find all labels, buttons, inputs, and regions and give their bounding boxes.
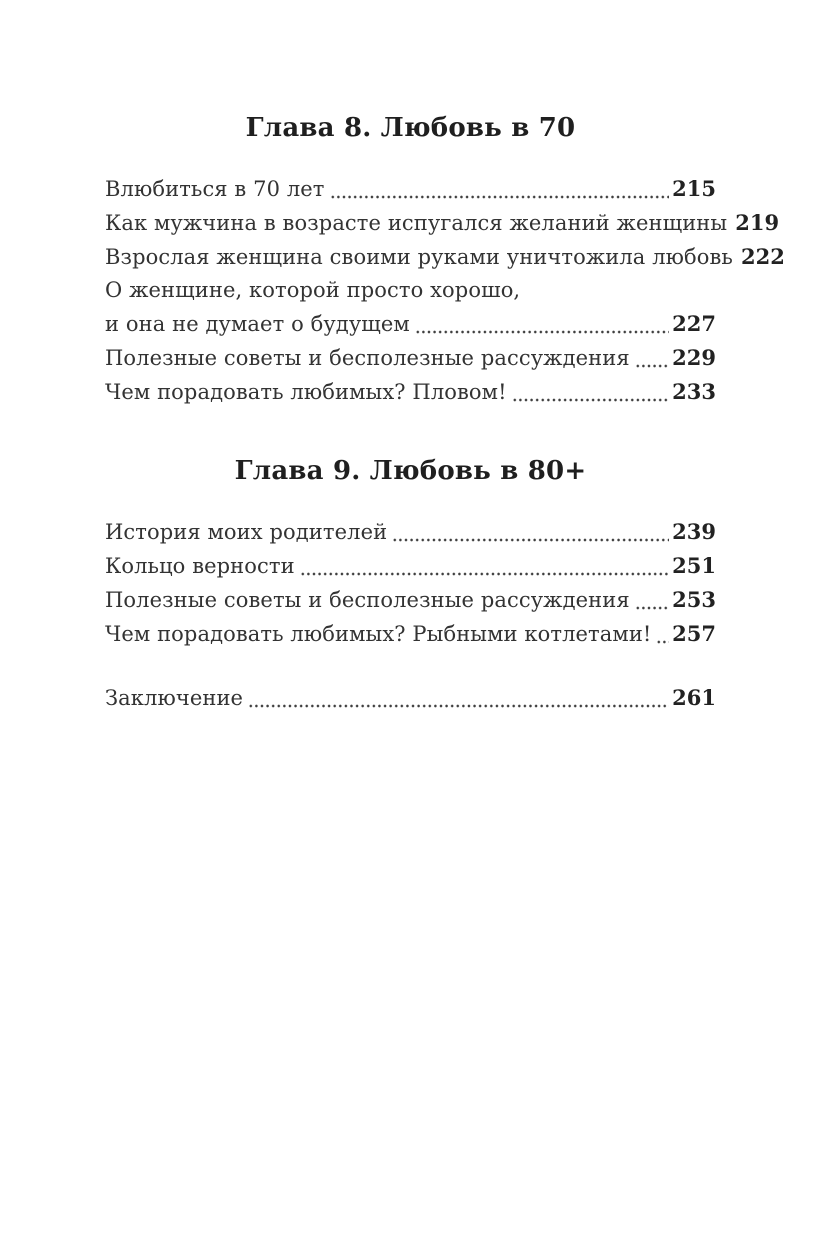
toc-entry-title: История моих родителей	[105, 520, 388, 544]
toc-section	[105, 112, 785, 409]
toc-entry	[105, 549, 716, 583]
toc-entry-conclusion	[105, 681, 716, 715]
toc-entry-title: Полезные советы и бесполезные рассуждения	[105, 588, 630, 612]
toc-entry-line	[105, 515, 716, 549]
page-number: 222	[740, 244, 785, 269]
toc-entry-line	[105, 206, 780, 240]
dotted-leader	[300, 571, 669, 577]
dotted-leader	[656, 639, 669, 645]
toc-entry-line	[105, 307, 716, 341]
toc-entry-title: Чем порадовать любимых? Рыбными котлетами!	[105, 622, 652, 646]
toc-entry	[105, 240, 785, 274]
page-number: 257	[672, 621, 716, 646]
toc-entry	[105, 617, 716, 651]
toc-entry-title: Влюбиться в 70 лет	[105, 177, 325, 201]
toc-section	[105, 455, 716, 651]
dotted-leader	[635, 363, 669, 369]
toc-entry-line	[105, 240, 785, 274]
dotted-leader	[635, 605, 669, 611]
page-number: 239	[672, 519, 716, 544]
toc-entry-line	[105, 274, 716, 307]
section-entries	[105, 515, 716, 651]
page-number: 233	[672, 379, 716, 404]
toc-entry-line	[105, 583, 716, 617]
toc-entry-line	[105, 341, 716, 375]
toc-entry-title: Взрослая женщина своими руками уничтожила любовь	[105, 245, 733, 269]
page-number: 227	[672, 311, 716, 336]
toc-entry-title: и она не думает о будущем	[105, 312, 410, 336]
toc-entry-title: Заключение	[105, 686, 244, 710]
dotted-leader	[248, 703, 669, 709]
page-number: 261	[672, 685, 716, 710]
toc-entry-line	[105, 375, 716, 409]
toc-entry-title: Кольцо верности	[105, 554, 295, 578]
chapter-heading: Глава 8. Любовь в 70	[245, 113, 576, 143]
toc-entry-title: Чем порадовать любимых? Пловом!	[105, 380, 507, 404]
dotted-leader	[392, 537, 669, 543]
toc-entry-line	[105, 617, 716, 651]
toc-entry-line	[105, 172, 716, 206]
chapter-heading: Глава 9. Любовь в 80+	[234, 456, 587, 486]
dotted-leader	[330, 194, 670, 200]
toc-entry	[105, 341, 716, 375]
toc-entry	[105, 274, 716, 341]
toc-entry	[105, 515, 716, 549]
dotted-leader	[415, 329, 669, 335]
page-number: 219	[735, 210, 780, 235]
toc-entry	[105, 172, 716, 206]
section-entries	[105, 172, 785, 409]
toc-entry-line	[105, 681, 716, 715]
dotted-leader	[512, 397, 670, 403]
page-number: 253	[672, 587, 716, 612]
toc-entry-title: О женщине, которой просто хорошо,	[105, 278, 521, 302]
toc-entry	[105, 583, 716, 617]
toc-entry-title: Как мужчина в возрасте испугался желаний женщины	[105, 211, 728, 235]
page-number: 229	[672, 345, 716, 370]
toc-entry	[105, 206, 780, 240]
page-number: 251	[672, 553, 716, 578]
toc-entry-title: Полезные советы и бесполезные рассуждения	[105, 346, 630, 370]
page-number: 215	[672, 176, 716, 201]
toc-entry	[105, 375, 716, 409]
toc-entry-line	[105, 549, 716, 583]
